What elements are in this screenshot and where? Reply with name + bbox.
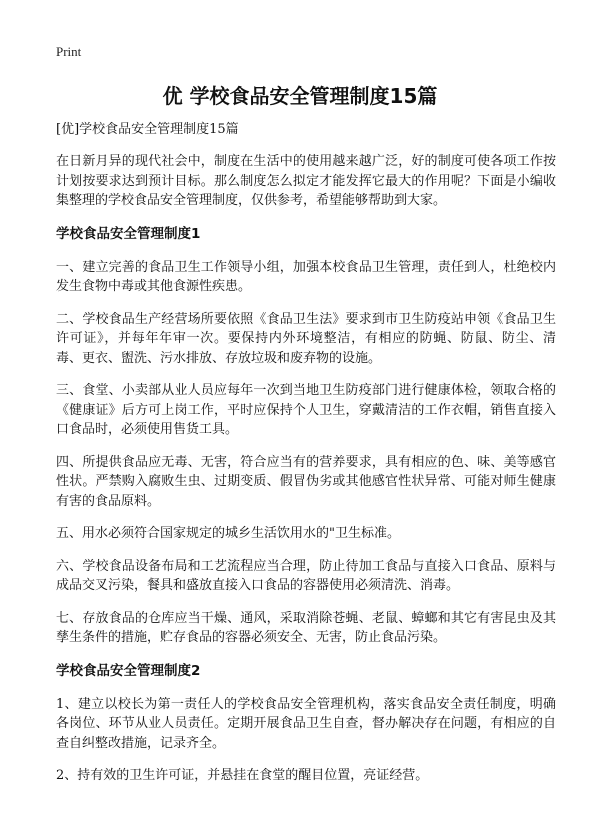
print-link[interactable]: Print (56, 44, 82, 59)
section-heading-1: 学校食品安全管理制度1 (56, 225, 201, 242)
section-1-paragraph: 七、存放食品的仓库应当干燥、通风，采取消除苍蝇、老鼠、蟑螂和其它有害昆虫及其孳生条件的措施，贮存食品的容器必须安全、无害，防止食品污染。 (56, 610, 556, 645)
section-1-paragraph: 三、食堂、小卖部从业人员应每年一次到当地卫生防疫部门进行健康体检，领取合格的《健康证》后方可上岗工作，平时应保持个人卫生，穿戴清洁的工作衣帽，销售直接入口食品时，必须使用售货工具。 (56, 383, 556, 437)
document-body (56, 120, 556, 799)
section-2-paragraph: 1、建立以校长为第一责任人的学校食品安全管理机构，落实食品安全责任制度，明确各岗位、环节从业人员责任。定期开展食品卫生自查，督办解决存在问题，有相应的自查自纠整改措施，记录齐全。 (56, 696, 556, 751)
section-1-paragraph: 五、用水必须符合国家规定的城乡生活饮用水的"卫生标准。 (56, 526, 400, 541)
document-title: 优 学校食品安全管理制度15篇 (162, 84, 438, 108)
section-2-paragraph: 2、持有效的卫生许可证，并悬挂在食堂的醒目位置，亮证经营。 (56, 768, 429, 783)
section-1-paragraph: 二、学校食品生产经营场所要依照《食品卫生法》要求到市卫生防疫站申领《食品卫生许可证》，并每年年审一次。要保持内外环境整洁，有相应的防蝇、防鼠、防尘、清毒、更衣、盥洗、污水排放、存放垃圾和废弃物的设施。 (56, 311, 556, 366)
section-heading-2: 学校食品安全管理制度2 (56, 662, 201, 679)
section-1-paragraph: 六、学校食品设备布局和工艺流程应当合理，防止待加工食品与直接入口食品、原料与成品交叉污染，餐具和盛放直接入口食品的容器使用必须清洗、消毒。 (56, 558, 556, 593)
section-1-paragraph: 四、所提供食品应无毒、无害，符合应当有的营养要求，具有相应的色、味、美等感官性状。严禁购入腐败生虫、过期变质、假冒伪劣或其他感官性状异常、可能对师生健康有害的食品原料。 (56, 454, 556, 509)
document-subtitle: [优]学校食品安全管理制度15篇 (56, 122, 239, 137)
intro-paragraph: 在日新月异的现代社会中，制度在生活中的使用越来越广泛，好的制度可使各项工作按计划按要求达到预计目标。那么制度怎么拟定才能发挥它最大的作用呢？下面是小编收集整理的学校食品安全管理制度，仅供参考，希望能够帮助到大家。 (56, 154, 556, 208)
section-1-paragraph: 一、建立完善的食品卫生工作领导小组，加强本校食品卫生管理，责任到人，杜绝校内发生食物中毒或其他食源性疾患。 (56, 259, 556, 294)
